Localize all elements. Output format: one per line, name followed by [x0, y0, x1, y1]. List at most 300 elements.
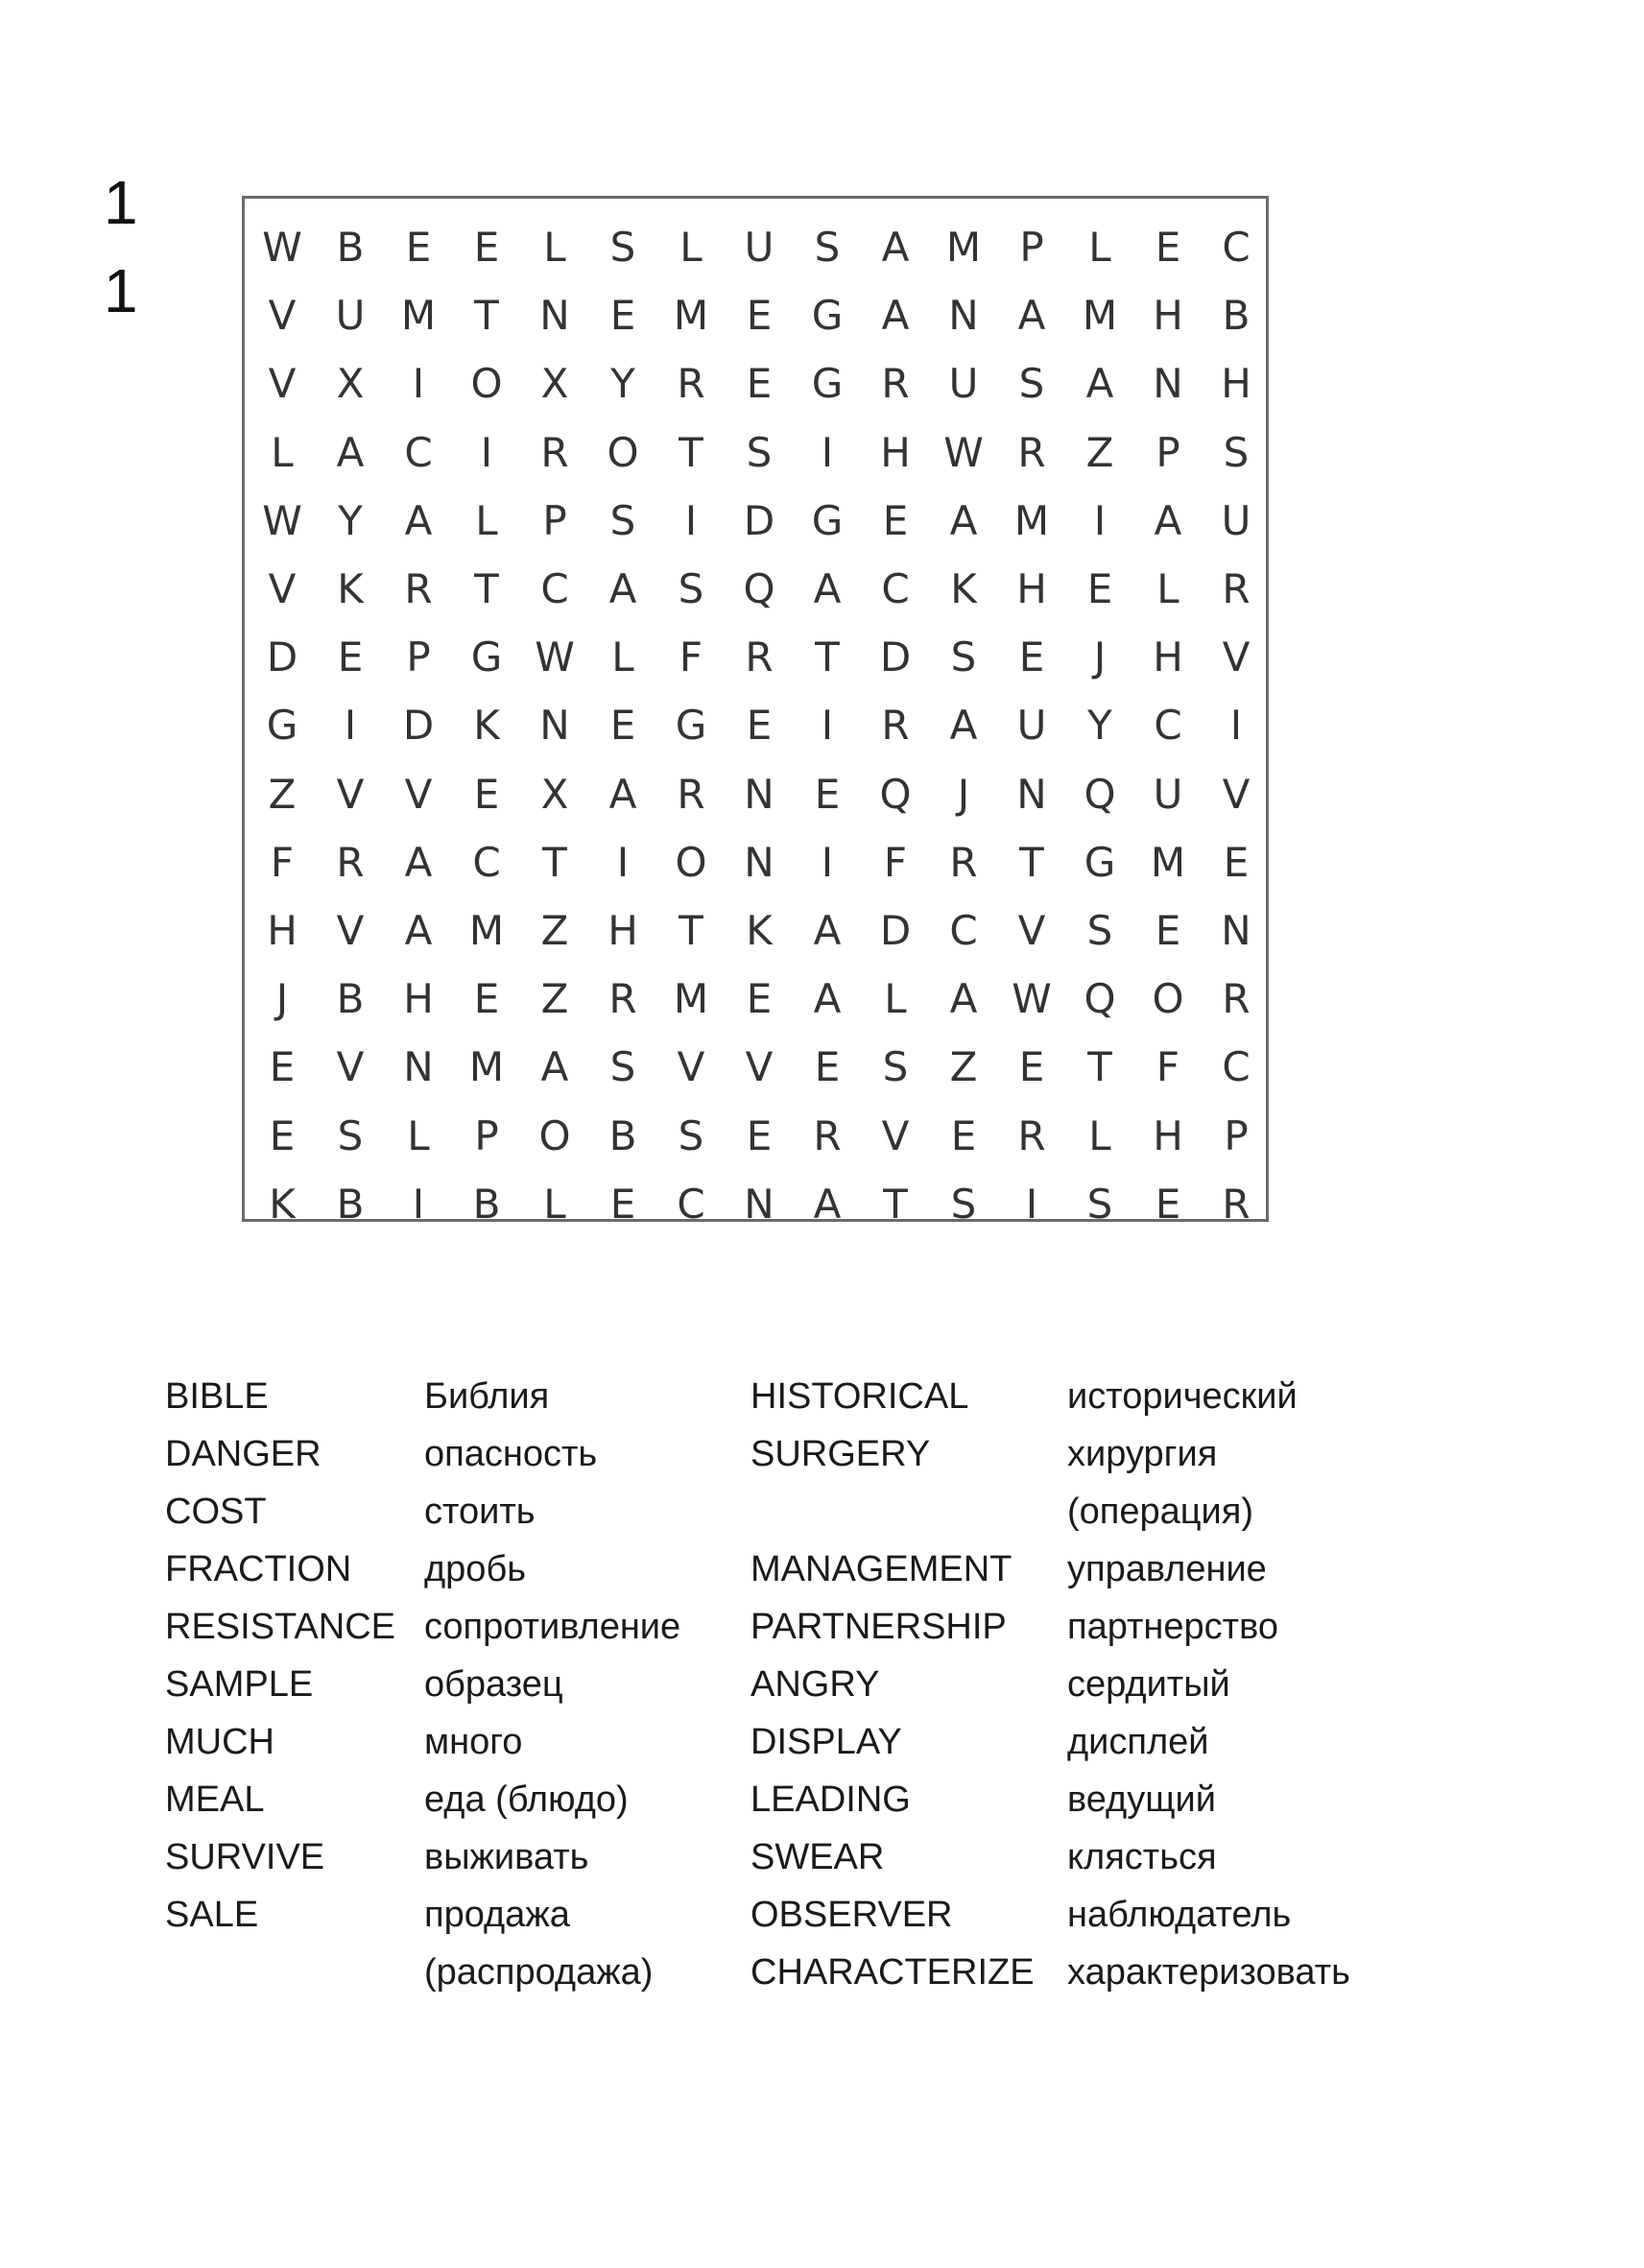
grid-letter: I: [412, 1180, 425, 1228]
grid-letter: R: [1222, 565, 1251, 612]
vocab-translation: [1067, 1368, 1298, 1425]
grid-letter: E: [746, 702, 773, 750]
grid-letter: Z: [540, 975, 569, 1023]
vocab-translation-line: дисплей: [1067, 1722, 1209, 1762]
vocab-word: LEADING: [751, 1779, 911, 1820]
grid-letter: O: [1152, 975, 1184, 1023]
grid-letter: S: [814, 224, 841, 271]
grid-letter: E: [1018, 1043, 1045, 1091]
grid-letter: E: [405, 224, 432, 271]
grid-letter: E: [609, 702, 636, 750]
grid-letter: L: [407, 1111, 430, 1159]
grid-letter: C: [881, 565, 910, 612]
grid-letter: M: [1013, 496, 1050, 544]
grid-letter: H: [1153, 1111, 1183, 1159]
grid-letter: E: [1155, 224, 1181, 271]
grid-letter: T: [679, 907, 703, 954]
grid-letter: S: [882, 1043, 909, 1091]
grid-letter: K: [269, 1180, 296, 1228]
vocab-translation: [1067, 1425, 1253, 1540]
grid-row: [245, 624, 1266, 691]
vocab-translation: [1067, 1944, 1350, 2001]
vocab-translation-line: еда (блюдо): [424, 1779, 629, 1820]
grid-letter: M: [945, 224, 982, 271]
grid-row: [245, 692, 1266, 759]
grid-letter: V: [881, 1111, 910, 1159]
grid-letter: A: [813, 1180, 842, 1228]
vocab-translation: [424, 1828, 588, 1886]
grid-letter: U: [335, 292, 366, 340]
grid-letter: J: [1093, 633, 1107, 681]
grid-letter: Q: [879, 770, 912, 818]
grid-letter: E: [1155, 1180, 1181, 1228]
grid-letter: A: [813, 907, 842, 954]
vocab-word: SWEAR: [751, 1837, 885, 1877]
grid-letter: E: [950, 1111, 977, 1159]
grid-letter: E: [1018, 633, 1045, 681]
vocab-translation-line: хирургия: [1067, 1434, 1218, 1474]
grid-letter: W: [1012, 975, 1052, 1023]
grid-letter: H: [1153, 633, 1183, 681]
word-search-grid: [242, 196, 1269, 1228]
grid-letter: M: [468, 907, 505, 954]
grid-letter: I: [1093, 496, 1107, 544]
grid-letter: R: [745, 633, 774, 681]
grid-letter: V: [1222, 770, 1251, 818]
grid-letter: K: [746, 907, 773, 954]
grid-letter: P: [406, 633, 431, 681]
grid-letter: A: [1154, 496, 1182, 544]
grid-letter: T: [1087, 1043, 1112, 1091]
grid-letter: J: [275, 975, 289, 1023]
grid-letter: K: [950, 565, 977, 612]
grid-letter: G: [470, 633, 503, 681]
grid-letter: N: [539, 702, 570, 750]
grid-letter: M: [468, 1043, 505, 1091]
grid-letter: B: [608, 1111, 637, 1159]
grid-letter: A: [949, 975, 978, 1023]
vocab-word: COST: [165, 1492, 267, 1532]
grid-letter: I: [821, 428, 834, 476]
grid-letter: M: [673, 975, 709, 1023]
vocab-translation-line: стоить: [424, 1492, 536, 1532]
grid-row: [245, 488, 1266, 555]
grid-letter: L: [611, 633, 634, 681]
grid-letter: P: [1156, 428, 1180, 476]
vocab-word: RESISTANCE: [165, 1607, 396, 1647]
grid-letter: R: [404, 565, 433, 612]
grid-letter: V: [268, 565, 297, 612]
grid-letter: R: [1017, 428, 1046, 476]
page-number: [104, 158, 161, 335]
grid-letter: G: [1084, 838, 1116, 886]
grid-letter: L: [679, 224, 703, 271]
grid-letter: C: [1222, 224, 1251, 271]
grid-letter: E: [269, 1111, 296, 1159]
grid-letter: D: [879, 907, 912, 954]
grid-letter: A: [949, 702, 978, 750]
grid-letter: Z: [268, 770, 297, 818]
grid-letter: T: [542, 838, 567, 886]
grid-letter: F: [270, 838, 295, 886]
grid-letter: R: [881, 360, 910, 408]
grid-letter: Z: [1085, 428, 1114, 476]
grid-row: [245, 1171, 1266, 1238]
grid-letter: E: [609, 292, 636, 340]
page-number-digit: 1: [104, 256, 138, 325]
grid-row: [245, 350, 1266, 418]
vocab-translation: [424, 1598, 680, 1656]
grid-letter: S: [609, 496, 636, 544]
grid-row: [245, 214, 1266, 281]
grid-letter: I: [344, 702, 357, 750]
grid-letter: P: [542, 496, 567, 544]
grid-letter: N: [744, 838, 774, 886]
grid-letter: I: [821, 838, 834, 886]
grid-letter: I: [412, 360, 425, 408]
grid-letter: P: [474, 1111, 499, 1159]
grid-letter: E: [746, 1111, 773, 1159]
vocab-translation: [424, 1425, 597, 1483]
vocab-translation: [424, 1713, 522, 1771]
grid-letter: R: [677, 360, 705, 408]
grid-letter: F: [883, 838, 908, 886]
grid-letter: E: [473, 975, 500, 1023]
grid-letter: N: [744, 770, 774, 818]
grid-letter: H: [880, 428, 911, 476]
grid-letter: R: [813, 1111, 842, 1159]
grid-letter: C: [1154, 702, 1182, 750]
grid-letter: Z: [949, 1043, 978, 1091]
grid-letter: J: [957, 770, 970, 818]
grid-letter: S: [1223, 428, 1250, 476]
grid-letter: Z: [540, 907, 569, 954]
vocab-translation-line: опасность: [424, 1434, 598, 1474]
vocab-translation: [1067, 1713, 1209, 1771]
grid-letter: X: [540, 770, 569, 818]
grid-letter: R: [677, 770, 705, 818]
grid-letter: A: [404, 838, 433, 886]
grid-letter: A: [813, 975, 842, 1023]
vocab-translation-line: сердитый: [1067, 1664, 1230, 1705]
grid-letter: R: [1222, 975, 1251, 1023]
vocab-translation-line: Библия: [424, 1376, 550, 1417]
grid-letter: I: [480, 428, 493, 476]
grid-letter: E: [746, 975, 773, 1023]
grid-letter: E: [882, 496, 909, 544]
grid-letter: R: [540, 428, 569, 476]
vocab-translation-line: сопротивление: [424, 1607, 681, 1647]
grid-letter: A: [608, 565, 637, 612]
vocab-translation: [424, 1483, 536, 1540]
grid-letter: E: [269, 1043, 296, 1091]
grid-letter: V: [1017, 907, 1046, 954]
grid-letter: L: [1156, 565, 1179, 612]
grid-letter: L: [884, 975, 907, 1023]
grid-letter: H: [1153, 292, 1183, 340]
grid-letter: S: [678, 565, 704, 612]
grid-letter: X: [540, 360, 569, 408]
vocab-word: ANGRY: [751, 1664, 880, 1705]
vocab-translation: [1067, 1656, 1230, 1713]
grid-letter: P: [1019, 224, 1044, 271]
vocab-word: BIBLE: [165, 1376, 269, 1417]
vocab-word: MEAL: [165, 1779, 265, 1820]
vocab-translation: [1067, 1828, 1217, 1886]
grid-letter: B: [336, 975, 365, 1023]
grid-letter: E: [814, 770, 841, 818]
grid-letter: R: [1222, 1180, 1251, 1228]
vocab-translation-line: партнерство: [1067, 1607, 1278, 1647]
vocab-translation-line: (распродажа): [424, 1952, 654, 1993]
grid-letter: T: [1019, 838, 1044, 886]
grid-letter: R: [608, 975, 637, 1023]
grid-letter: G: [811, 292, 844, 340]
grid-letter: V: [336, 1043, 365, 1091]
grid-letter: I: [821, 702, 834, 750]
grid-letter: Y: [610, 360, 635, 408]
grid-letter: I: [1025, 1180, 1038, 1228]
grid-letter: Q: [743, 565, 775, 612]
grid-letter: L: [475, 496, 498, 544]
grid-letter: U: [1221, 496, 1251, 544]
vocab-word: MANAGEMENT: [751, 1549, 1013, 1589]
grid-letter: O: [675, 838, 707, 886]
grid-letter: E: [1086, 565, 1113, 612]
vocab-translation-line: клясться: [1067, 1837, 1217, 1877]
grid-letter: K: [473, 702, 500, 750]
vocab-word: MUCH: [165, 1722, 274, 1762]
grid-letter: F: [1156, 1043, 1180, 1091]
grid-letter: L: [543, 224, 566, 271]
grid-letter: I: [1229, 702, 1243, 750]
grid-letter: C: [472, 838, 501, 886]
grid-letter: S: [950, 633, 977, 681]
vocab-word: FRACTION: [165, 1549, 352, 1589]
grid-letter: T: [679, 428, 703, 476]
vocab-translation: [1067, 1886, 1291, 1944]
vocab-translation: [424, 1771, 629, 1828]
grid-letter: B: [1222, 292, 1251, 340]
grid-letter: U: [948, 360, 979, 408]
grid-letter: Q: [1084, 975, 1116, 1023]
grid-letter: A: [608, 770, 637, 818]
grid-letter: G: [811, 360, 844, 408]
grid-letter: A: [540, 1043, 569, 1091]
grid-row: [245, 1103, 1266, 1170]
grid-letter: V: [268, 292, 297, 340]
vocab-word: OBSERVER: [751, 1895, 953, 1935]
grid-letter: H: [267, 907, 298, 954]
vocab-word: PARTNERSHIP: [751, 1607, 1007, 1647]
grid-letter: Y: [1087, 702, 1112, 750]
grid-row: [245, 1034, 1266, 1101]
grid-letter: E: [473, 224, 500, 271]
grid-letter: C: [949, 907, 978, 954]
vocab-translation: [1067, 1771, 1216, 1828]
grid-letter: D: [266, 633, 298, 681]
grid-letter: S: [1086, 1180, 1113, 1228]
grid-row: [245, 966, 1266, 1033]
grid-letter: R: [881, 702, 910, 750]
vocab-word: SURVIVE: [165, 1837, 325, 1877]
vocab-translation-line: дробь: [424, 1549, 527, 1589]
grid-letter: S: [337, 1111, 364, 1159]
grid-letter: B: [472, 1180, 501, 1228]
grid-letter: M: [1082, 292, 1118, 340]
grid-row: [245, 556, 1266, 623]
grid-letter: D: [402, 702, 435, 750]
grid-row: [245, 761, 1266, 828]
grid-letter: Q: [1084, 770, 1116, 818]
grid-letter: V: [404, 770, 433, 818]
vocab-word: SALE: [165, 1895, 259, 1935]
vocab-translation-line: (операция): [1067, 1492, 1253, 1532]
grid-letter: M: [1150, 838, 1186, 886]
grid-letter: S: [950, 1180, 977, 1228]
grid-letter: F: [679, 633, 703, 681]
vocab-word: DANGER: [165, 1434, 322, 1474]
grid-letter: H: [608, 907, 638, 954]
grid-letter: C: [540, 565, 569, 612]
grid-letter: M: [673, 292, 709, 340]
grid-letter: E: [1155, 907, 1181, 954]
grid-letter: R: [336, 838, 365, 886]
vocab-translation-line: образец: [424, 1664, 563, 1705]
grid-letter: T: [815, 633, 840, 681]
grid-letter: W: [262, 224, 302, 271]
vocab-word: HISTORICAL: [751, 1376, 969, 1417]
grid-letter: T: [883, 1180, 908, 1228]
grid-letter: P: [1224, 1111, 1249, 1159]
grid-letter: I: [616, 838, 630, 886]
grid-letter: U: [744, 224, 774, 271]
grid-letter: R: [1017, 1111, 1046, 1159]
grid-letter: W: [535, 633, 575, 681]
grid-letter: S: [1086, 907, 1113, 954]
grid-letter: S: [678, 1111, 704, 1159]
grid-letter: N: [1221, 907, 1251, 954]
vocab-word: SURGERY: [751, 1434, 931, 1474]
grid-letter: A: [404, 907, 433, 954]
grid-letter: H: [1016, 565, 1047, 612]
grid-letter: H: [1221, 360, 1251, 408]
grid-letter: C: [404, 428, 433, 476]
grid-letter: L: [1088, 1111, 1111, 1159]
grid-letter: E: [814, 1043, 841, 1091]
vocab-translation-line: много: [424, 1722, 523, 1762]
grid-letter: C: [677, 1180, 705, 1228]
grid-letter: N: [744, 1180, 774, 1228]
grid-letter: O: [470, 360, 503, 408]
grid-letter: B: [336, 1180, 365, 1228]
grid-letter: X: [336, 360, 365, 408]
grid-row: [245, 829, 1266, 896]
grid-letter: S: [609, 1043, 636, 1091]
grid-letter: G: [811, 496, 844, 544]
grid-letter: V: [336, 770, 365, 818]
grid-letter: D: [879, 633, 912, 681]
vocab-translation: [424, 1656, 563, 1713]
grid-letter: I: [684, 496, 698, 544]
grid-row: [245, 282, 1266, 349]
grid-letter: T: [474, 292, 499, 340]
vocab-translation: [424, 1368, 549, 1425]
vocab-translation-line: исторический: [1067, 1376, 1298, 1417]
vocab-translation-line: ведущий: [1067, 1779, 1216, 1820]
grid-letter: R: [949, 838, 978, 886]
vocab-translation: [424, 1886, 653, 2001]
vocab-translation-line: выживать: [424, 1837, 589, 1877]
grid-letter: V: [1222, 633, 1251, 681]
grid-letter: U: [1016, 702, 1047, 750]
grid-letter: N: [1016, 770, 1047, 818]
grid-letter: L: [271, 428, 294, 476]
grid-letter: N: [1153, 360, 1183, 408]
grid-letter: S: [746, 428, 773, 476]
grid-letter: N: [403, 1043, 434, 1091]
grid-letter: H: [403, 975, 434, 1023]
grid-letter: A: [881, 292, 910, 340]
grid-row: [245, 897, 1266, 965]
grid-letter: A: [404, 496, 433, 544]
grid-letter: W: [262, 496, 302, 544]
vocab-translation: [1067, 1598, 1278, 1656]
grid-letter: W: [943, 428, 984, 476]
grid-letter: M: [400, 292, 437, 340]
grid-letter: A: [949, 496, 978, 544]
grid-letter: N: [948, 292, 979, 340]
vocab-translation: [424, 1540, 526, 1598]
grid-letter: G: [675, 702, 707, 750]
grid-letter: A: [1085, 360, 1114, 408]
grid-letter: V: [677, 1043, 705, 1091]
grid-letter: B: [336, 224, 365, 271]
vocab-translation-line: характеризовать: [1067, 1952, 1350, 1993]
vocab-translation-line: управление: [1067, 1549, 1267, 1589]
grid-letter: S: [609, 224, 636, 271]
grid-letter: C: [1222, 1043, 1251, 1091]
grid-letter: A: [881, 224, 910, 271]
grid-letter: G: [266, 702, 298, 750]
grid-letter: K: [337, 565, 364, 612]
grid-letter: A: [1017, 292, 1046, 340]
vocab-translation-line: продажа: [424, 1895, 570, 1935]
grid-letter: Y: [338, 496, 363, 544]
vocab-word: SAMPLE: [165, 1664, 314, 1705]
grid-letter: L: [1088, 224, 1111, 271]
grid-letter: O: [607, 428, 639, 476]
grid-letter: D: [743, 496, 775, 544]
vocab-word: CHARACTERIZE: [751, 1952, 1035, 1993]
grid-letter: E: [1223, 838, 1250, 886]
grid-letter: E: [746, 360, 773, 408]
vocab-translation: [1067, 1540, 1267, 1598]
grid-row: [245, 419, 1266, 487]
grid-letter: S: [1018, 360, 1045, 408]
grid-letter: E: [746, 292, 773, 340]
grid-letter: E: [609, 1180, 636, 1228]
grid-letter: L: [543, 1180, 566, 1228]
vocab-word: DISPLAY: [751, 1722, 902, 1762]
grid-letter: O: [538, 1111, 571, 1159]
grid-letter: A: [813, 565, 842, 612]
grid-letter: E: [337, 633, 364, 681]
grid-letter: V: [745, 1043, 774, 1091]
grid-letter: V: [268, 360, 297, 408]
grid-letter: T: [474, 565, 499, 612]
grid-letter: N: [539, 292, 570, 340]
